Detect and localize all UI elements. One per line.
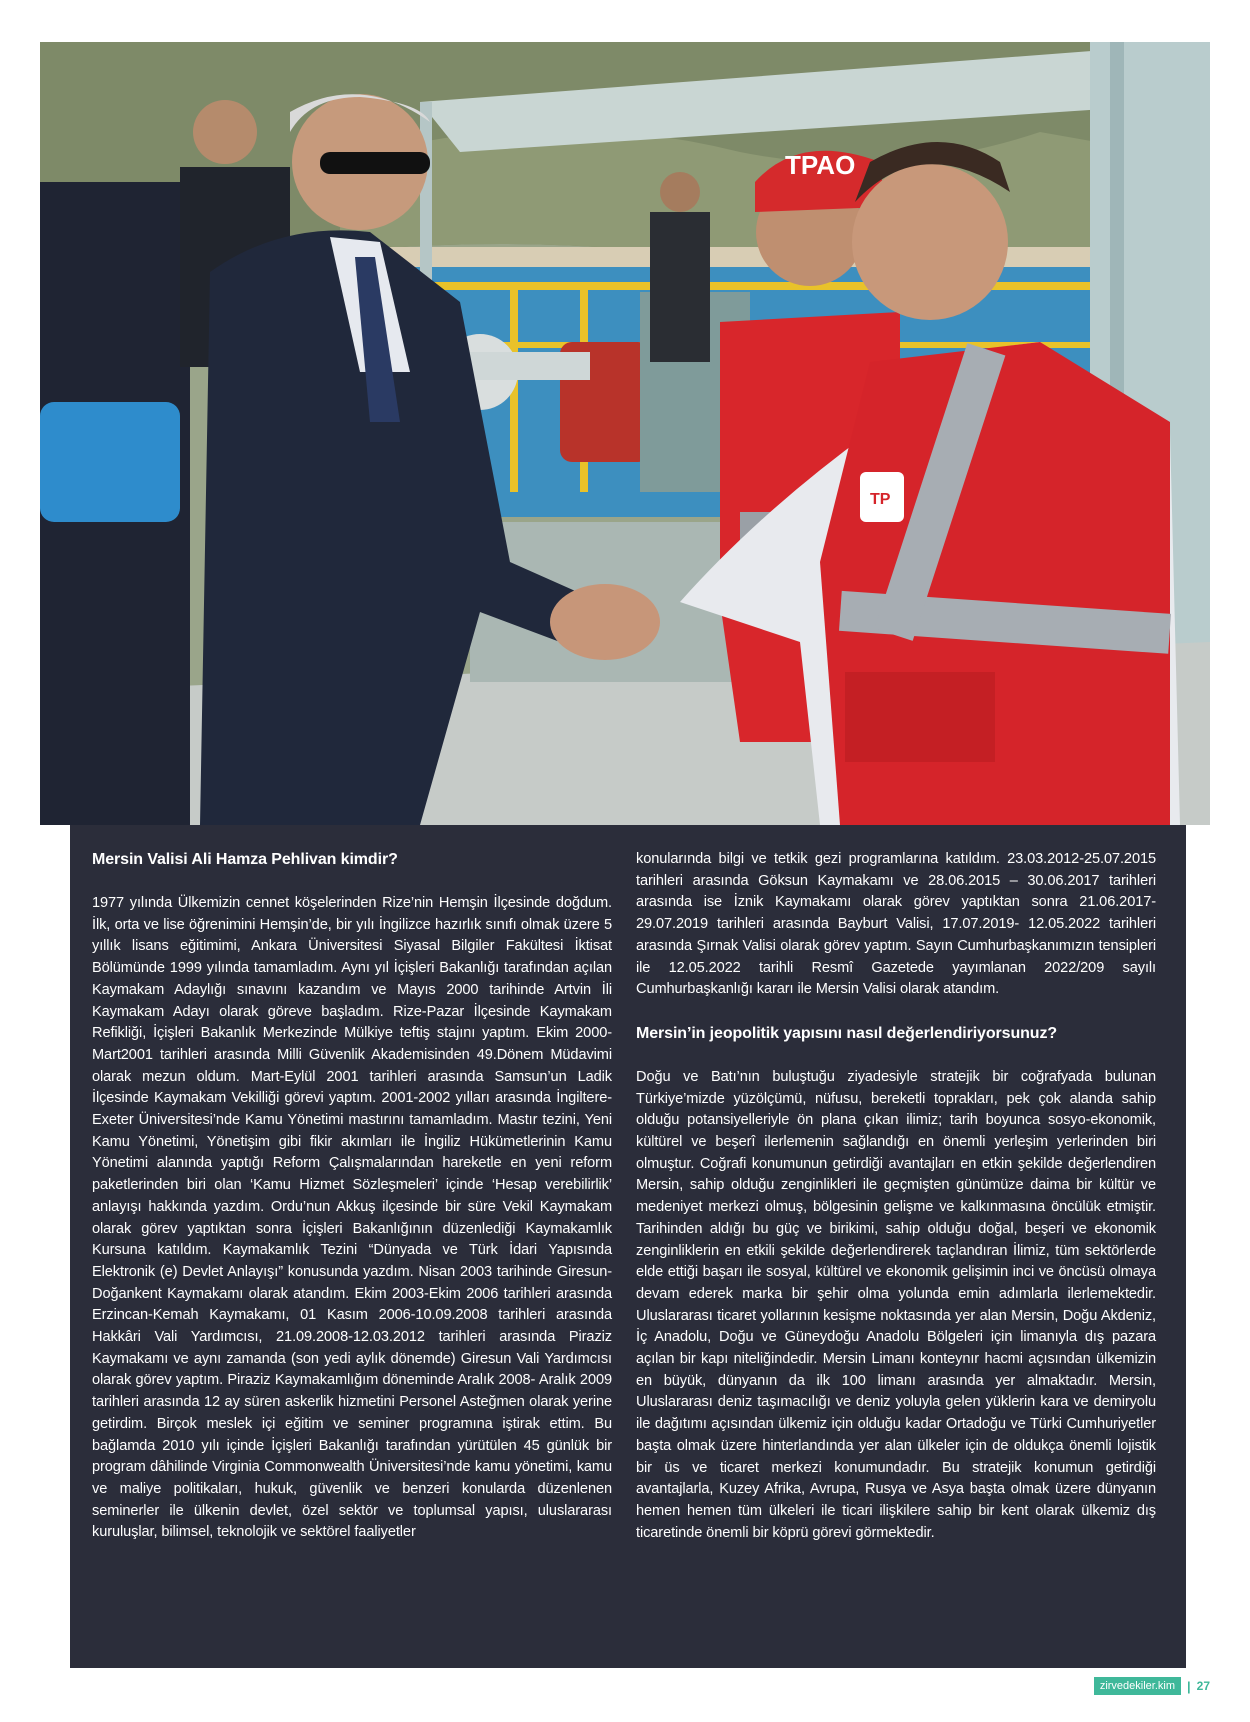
heading-who-is: Mersin Valisi Ali Hamza Pehlivan kimdir? (92, 851, 398, 868)
paragraph-biography: 1977 yılında Ülkemizin cennet köşelerinden Rize’nin Hemşin İlçesinde doğdum. İlk, orta ve lise öğrenimini Hemşin’de, bir yılı İngilizce hazırlık sınıfı olmak üzere 5 yıllık lisans eğitimimi, Ankara Üniversitesi Siyasal Bilgiler Fakültesi İktisat Bölümünde 1999 yılında tamamladım. Aynı yıl İçişleri Bakanlığı tarafından açılan Kaymakam Adaylığı sınavını kazandım ve Mayıs 2000 tarihinde Artvin İli Kaymakam Adayı olarak göreve başladım. Rize-Pazar İlçesinde Kaymakam Refikliği, İçişleri Bakanlık Merkezinde Mülkiye teftiş stajını yaptım. Ekim 2000-Mart2001 tarihleri arasında Milli Güvenlik Akademisinden 49.Dönem Müdavimi olarak mezun oldum. Mart-Eylül 2001 tarihleri arasında Samsun’un Ladik İlçesinde Kaymakam Vekilliği görevi yaptım. 2001-2002 yılları arasında İngiltere-Exeter Üniversitesi’nde Kamu Yönetimi mastırını tamamladım. Mastır tezini, Yeni Kamu Yönetimi, Yönetişim gibi fikir akımları ile İngiliz Hükümetlerinin Kamu Yönetimi alanında yaptığı Reform Çalışmalarından hareketle en yeni reform paketlerinden biri olan ‘Kamu Hizmet Sözleşmeleri’ içinde ‘Hesap verebilirlik’ anlayışı hakkında yazdım. Ordu’nun Akkuş ilçesinde bir süre Vekil Kaymakam olarak görev yaptıktan sonra İçişleri Bakanlığının düzenlediği Kaymakamlık Kursuna katıldım. Kaymakamlık Tezini “Dünyada ve Türk İdari Yapısında Elektronik (e) Devlet Anlayışı” konusunda yazdım. Nisan 2003 tarihinde Giresun-Doğankent Kaymakamı olarak atandım. Ekim 2003-Ekim 2006 tarihleri arasında Erzincan-Kemah Kaymakamı, 01 Kasım 2006-10.09.2008 tarihleri arasında Hakkâri Vali Yardımcısı, 21.09.2008-12.03.2012 tarihleri arasında Piraziz Kaymakamı ve aynı zamanda (son yedi aylık dönemde) Giresun Vali Yardımcısı olarak görev yaptım. Piraziz Kaymakamlığım döneminde Aralık 2008- Aralık 2009 tarihleri arasında 12 ay süren askerlik hizmetini Personel Asteğmen olarak yerine getirdim. Birçok meslek içi eğitim ve seminer programına iştirak ettim. Bu bağlamda 2010 yılı içinde İçişleri Bakanlığı tarafından yürütülen 45 günlük bir program dâhilinde Virginia Commonwealth Üniversitesi’nde kamu yönetimi, kamu ve maliye politikaları, hukuk, güvenlik ve benzeri konularda düzenlenen seminerler ile ülkenin devlet, özel sektör ve toplumsal yapısı, uluslararası kuruluşlar, bilimsel, teknolojik ve sektörel faaliyetler (92, 895, 612, 1541)
footer-separator: | (1187, 1678, 1191, 1694)
page-footer (1094, 1678, 1210, 1694)
paragraph-biography-continued: konularında bilgi ve tetkik gezi programlarına katıldım. 23.03.2012-25.07.2015 tarihleri arasında Göksun Kaymakamı ve 28.06.2015 – 30.06.2017 tarihleri arasında ise İznik Kaymakamı olarak görev yaptıktan sonra 21.06.2017- 29.07.2019 tarihleri arasında Bayburt Valisi, 17.07.2019- 12.05.2022 tarihleri arasında Şırnak Valisi olarak görev yaptım. Sayın Cumhurbaşkanımızın tensipleri ile 12.05.2022 tarihli Resmî Gazetede yayımlanan 2022/209 sayılı Cumhurbaşkanlığı kararı ile Mersin Valisi olarak atandım. (636, 851, 1156, 998)
article-panel (70, 825, 1186, 1668)
article-column-left (92, 849, 612, 1544)
cap-logo-text: TPAO (785, 150, 856, 180)
vest-badge-text: TP (870, 491, 891, 508)
site-name: zirvedekiler.kim (1094, 1677, 1181, 1695)
photo-illustration (40, 42, 1210, 825)
article-photo (40, 42, 1210, 825)
page-number: 27 (1196, 1679, 1210, 1693)
heading-geopolitics: Mersin’in jeopolitik yapısını nasıl değerlendiriyorsunuz? (636, 1024, 1058, 1042)
article-column-right (636, 849, 1156, 1544)
paragraph-geopolitics: Doğu ve Batı’nın buluştuğu ziyadesiyle stratejik bir coğrafyada bulunan Türkiye’mizde yüzölçümü, nüfusu, bereketli toprakları, pek çok alanda sahip olduğu potansiyelleriyle ön plana çıkan ilimiz; tarih boyunca sosyo-ekonomik, kültürel ve beşerî ilerlemenin sağlandığı en önemli yerleşim yerlerinden biri olmuştur. Coğrafi konumunun getirdiği avantajları en etkin şekilde değerlendiren Mersin, sahip olduğu zenginlikleri ile geçmişten günümüze daima bir kültür ve medeniyet merkezi olmuş, bölgesinin gelişme ve kalkınmasına öncülük etmiştir. Tarihinden aldığı bu güç ve birikimi, sahip olduğu doğal, beşeri ve ekonomik zenginliklerin en etkili şekilde değerlendirerek taçlandıran İlimiz, tüm sektörlerde elde ettiği başarı ile sosyal, kültürel ve ekonomik gelişimin inci ve öncüsü olmaya devam ederek marka bir şehir olma yolunda emin adımlarla ilerlemektedir. Uluslararası ticaret yollarının kesişme noktasında yer alan Mersin, Doğu Akdeniz, İç Anadolu, Doğu ve Güneydoğu Anadolu Bölgeleri için limanıyla dış pazara açılan bir kapı niteliğindedir. Mersin Limanı konteynır hacmi açısından ülkemizin en büyük, dünyanın da ilk 100 limanı arasında yer almaktadır. Mersin, Uluslararası deniz taşımacılığı ve deniz yoluyla gelen yüklerin kara ve demiryolu ile dağıtımı açısından ülkemiz için olduğu kadar Ortadoğu ve Türki Cumhuriyetler başta olmak üzere hinterlandında yer alan ülkeler için de oldukça önemli lojistik bir üs ve ticaret merkezi konumundadır. Bu stratejik konumun getirdiği avantajlarla, Kuzey Afrika, Avrupa, Rusya ve Asya başta olmak üzere dünyanın hemen hemen tüm ülkeleri ile ticari ilişkilere sahip bir kent olarak ülkemiz dış ticaretinde önemli bir köprü görevi görmektedir. (636, 1068, 1156, 1541)
